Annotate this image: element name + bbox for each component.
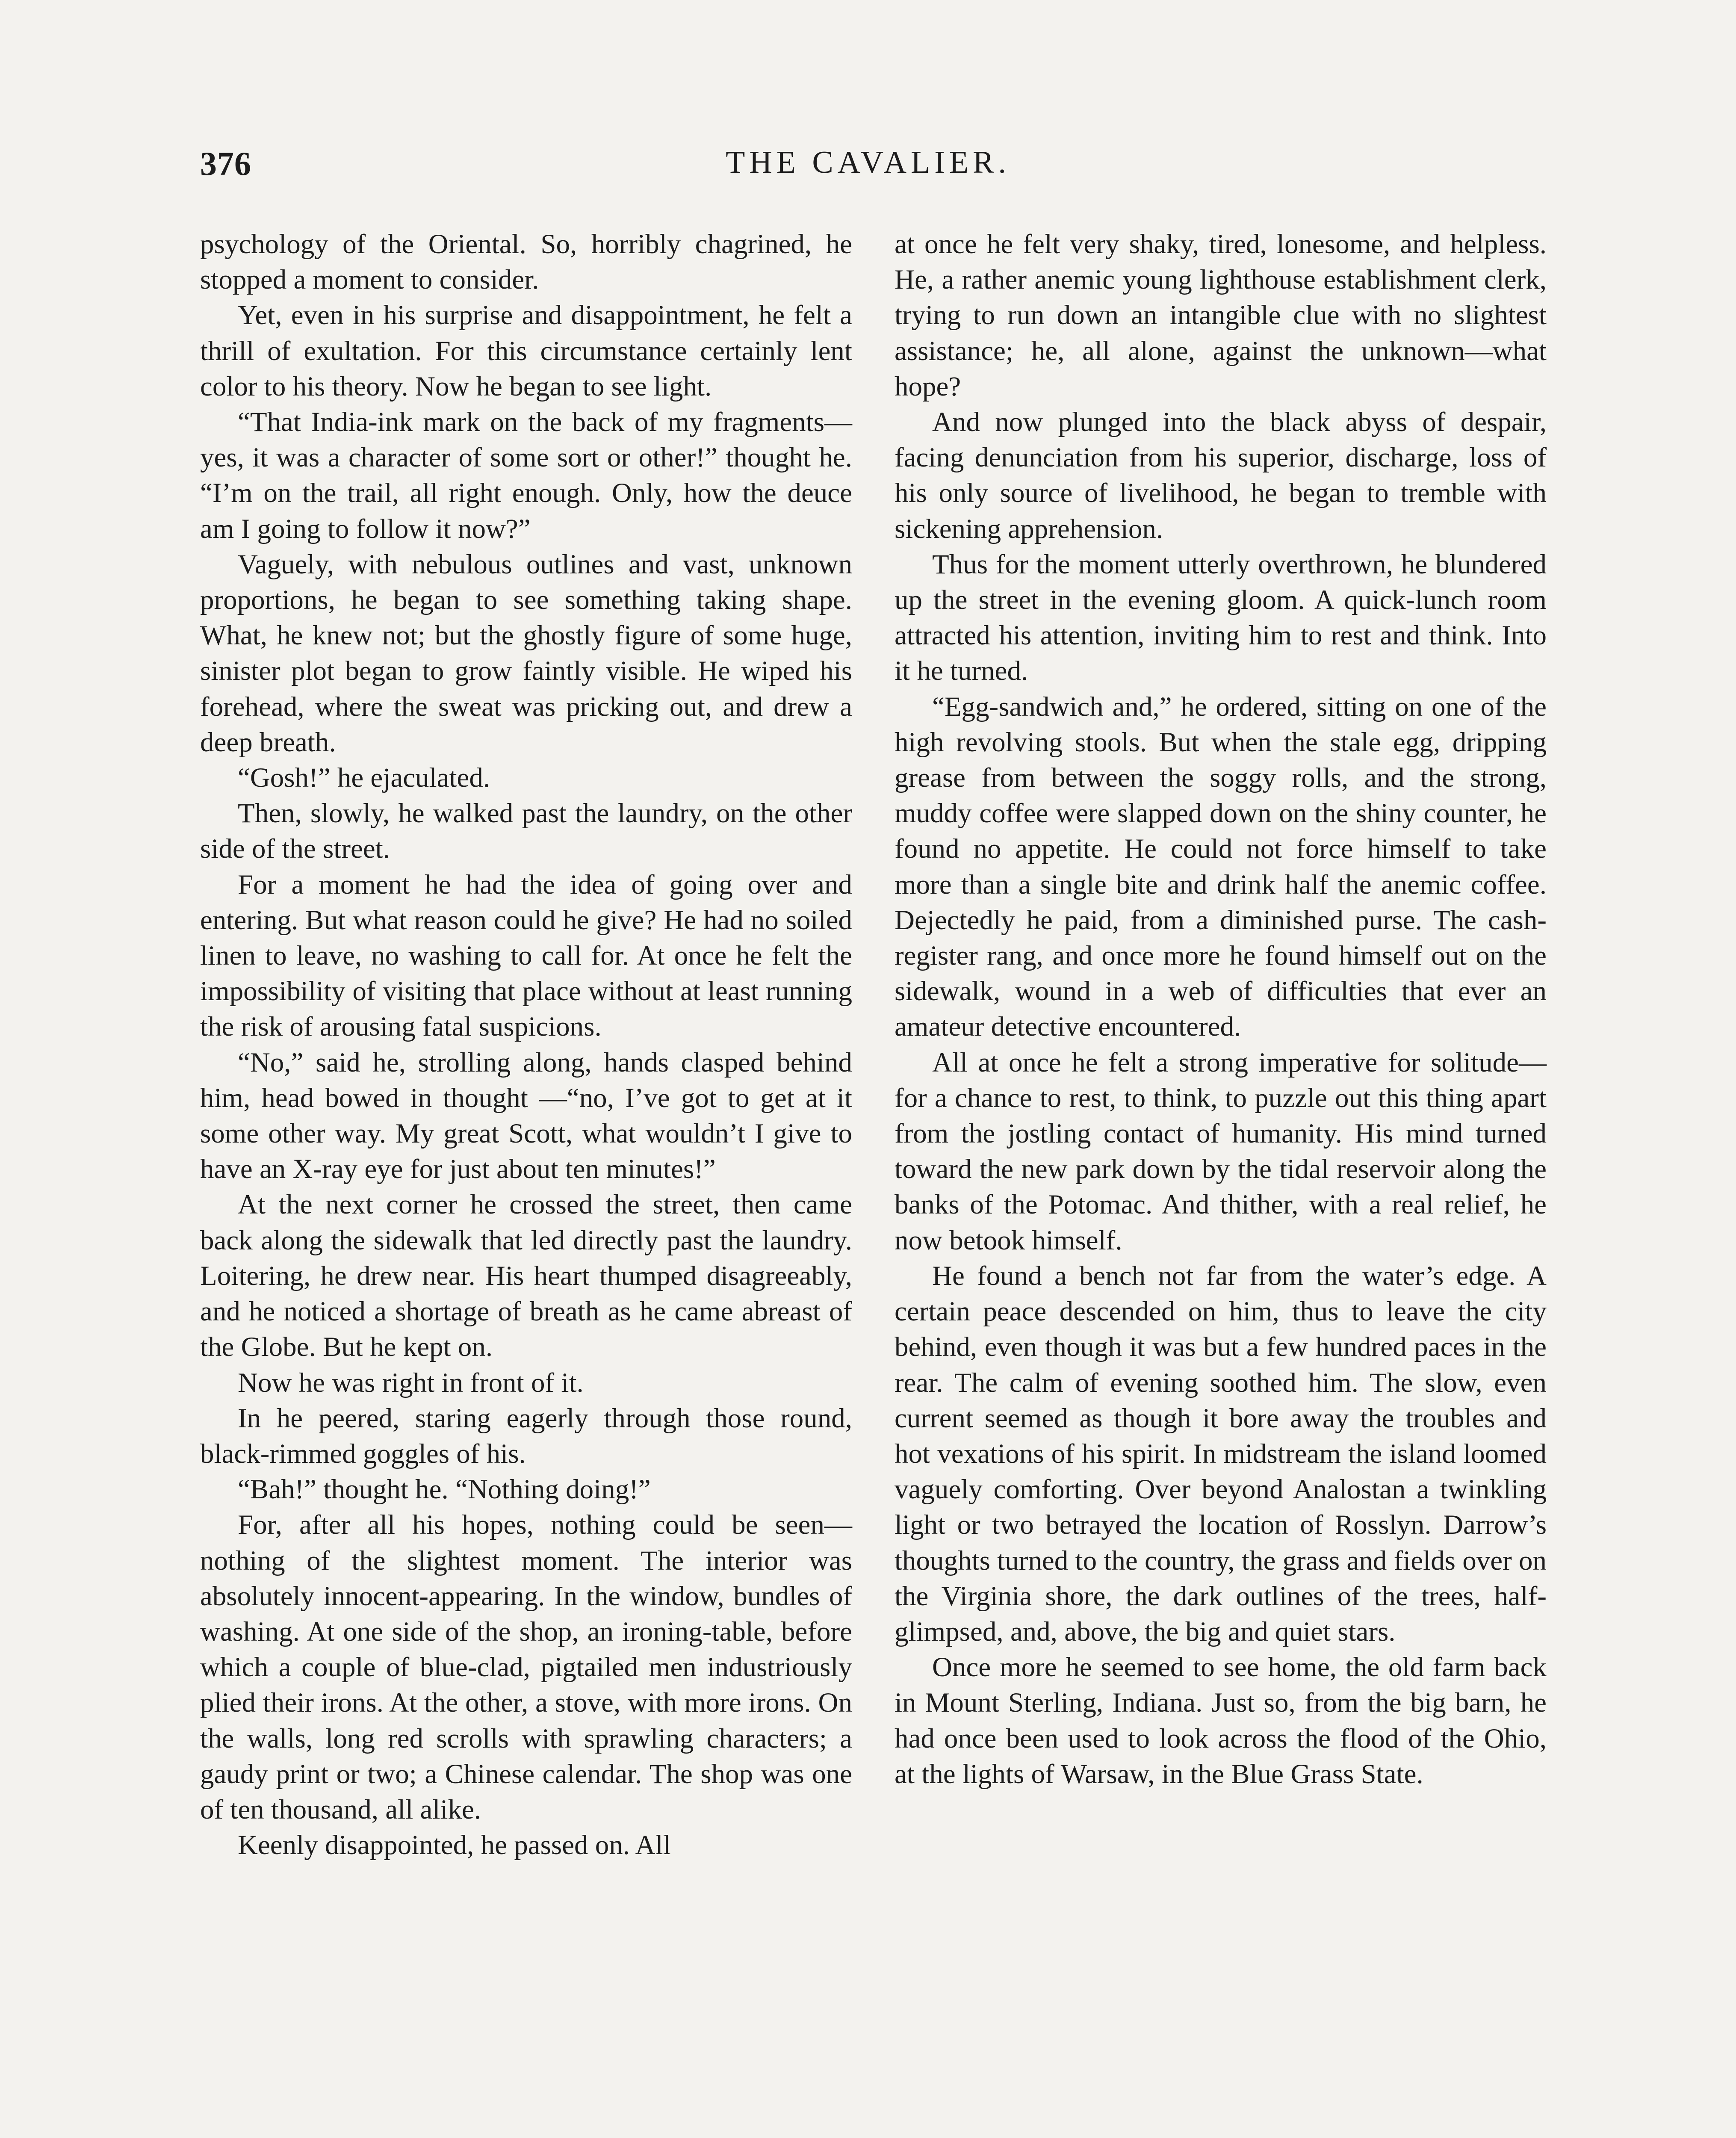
paragraph: He found a bench not far from the water’s edge. A certain peace descended on him, thus to leave the city behind, even though it was but a few hundred paces in the rear. The calm of evening soothed him. The slow, even current seemed as though it bore away the troubles and hot vexations of his spirit. In midstream the island loomed vaguely comforting. Over beyond Analostan a twinkling light or two betrayed the location of Rosslyn. Darrow’s thoughts turned to the country, the grass and fields over on the Virginia shore, the dark outlines of the trees, half-glimpsed, and, above, the big and quiet stars. bbox=[895, 1260, 1547, 1647]
paragraph: Vaguely, with nebulous outlines and vast, unknown proportions, he began to see something taking shape. What, he knew not; but the ghostly figure of some huge, sinister plot began to grow faintly visible. He wiped his forehead, where the sweat was pricking out, and drew a deep breath. bbox=[200, 549, 852, 758]
page-number: 376 bbox=[200, 145, 251, 182]
paragraph: At the next corner he crossed the street, then came back along the sidewalk that led directly past the laundry. Loitering, he drew near. His heart thumped disagreeably, and he noticed a shortage of breath as he came abreast of the Globe. But he kept on. bbox=[200, 1189, 852, 1363]
paragraph: Then, slowly, he walked past the laundry, on the other side of the street. bbox=[200, 798, 852, 865]
paragraph: Yet, even in his surprise and disappointment, he felt a thrill of exultation. For this circumstance certainly lent color to his theory. Now he began to see light. bbox=[200, 300, 852, 402]
paragraph: For, after all his hopes, nothing could be seen—nothing of the slightest moment. The interior was absolutely innocent-appearing. In the window, bundles of washing. At one side of the shop, an ironing-table, before which a couple of blue-clad, pigtailed men industriously plied their irons. At the other, a stove, with more irons. On the walls, long red scrolls with sprawling characters; a gaudy print or two; a Chinese calendar. The shop was one of ten thousand, all alike. bbox=[200, 1509, 852, 1825]
paragraph: Keenly disappointed, he passed on. All bbox=[238, 1830, 671, 1861]
paragraph: “Gosh!” he ejaculated. bbox=[238, 762, 490, 794]
paragraph: Once more he seemed to see home, the old farm back in Mount Sterling, Indiana. Just so, from the big barn, he had once been used to look across the flood of the Ohio, at the lights of Warsaw, in the Blue Grass State. bbox=[895, 1652, 1547, 1790]
paragraph: “Egg-sandwich and,” he ordered, sitting on one of the high revolving stools. But when the stale egg, dripping grease from between the soggy rolls, and the strong, muddy coffee were slapped down on the shiny counter, he found no appetite. He could not force himself to take more than a single bite and drink half the anemic coffee. Dejectedly he paid, from a diminished purse. The cash-register rang, and once more he found himself out on the sidewalk, wound in a web of difficulties that ever an amateur detective encountered. bbox=[895, 691, 1547, 1042]
paragraph: All at once he felt a strong imperative for solitude—for a chance to rest, to think, to puzzle out this thing apart from the jostling contact of humanity. His mind turned toward the new park down by the tidal reservoir along the banks of the Potomac. And thither, with a real relief, he now betook himself. bbox=[895, 1047, 1547, 1256]
paragraph: And now plunged into the black abyss of despair, facing denunciation from his superior, discharge, loss of his only source of livelihood, he began to tremble with sickening apprehension. bbox=[895, 407, 1547, 544]
left-column bbox=[200, 227, 852, 1863]
right-column bbox=[895, 227, 1547, 1792]
paragraph: at once he felt very shaky, tired, lonesome, and helpless. He, a rather anemic young lighthouse establishment clerk, trying to run down an intangible clue with no slightest assistance; he, all alone, against the unknown—what hope? bbox=[895, 229, 1547, 402]
paragraph: In he peered, staring eagerly through those round, black-rimmed goggles of his. bbox=[200, 1403, 852, 1469]
running-head: THE CAVALIER. bbox=[726, 145, 1010, 180]
paragraph: psychology of the Oriental. So, horribly chagrined, he stopped a moment to consider. bbox=[200, 229, 852, 295]
paragraph: For a moment he had the idea of going over and entering. But what reason could he give? He had no soiled linen to leave, no washing to call for. At once he felt the impossibility of visiting that place without at least running the risk of arousing fatal suspicions. bbox=[200, 869, 852, 1042]
paragraph: Now he was right in front of it. bbox=[238, 1367, 584, 1398]
paragraph: “No,” said he, strolling along, hands clasped behind him, head bowed in thought —“no, I’ve got to get at it some other way. My great Scott, what wouldn’t I give to have an X-ray eye for just about ten minutes!” bbox=[200, 1047, 852, 1185]
paragraph: “Bah!” thought he. “Nothing doing!” bbox=[238, 1474, 651, 1505]
paragraph: Thus for the moment utterly overthrown, he blundered up the street in the evening gloom. A quick-lunch room attracted his attention, inviting him to rest and think. Into it he turned. bbox=[895, 549, 1547, 687]
paragraph: “That India-ink mark on the back of my fragments—yes, it was a character of some sort or other!” thought he. “I’m on the trail, all right enough. Only, how the deuce am I going to follow it now?” bbox=[200, 407, 852, 544]
